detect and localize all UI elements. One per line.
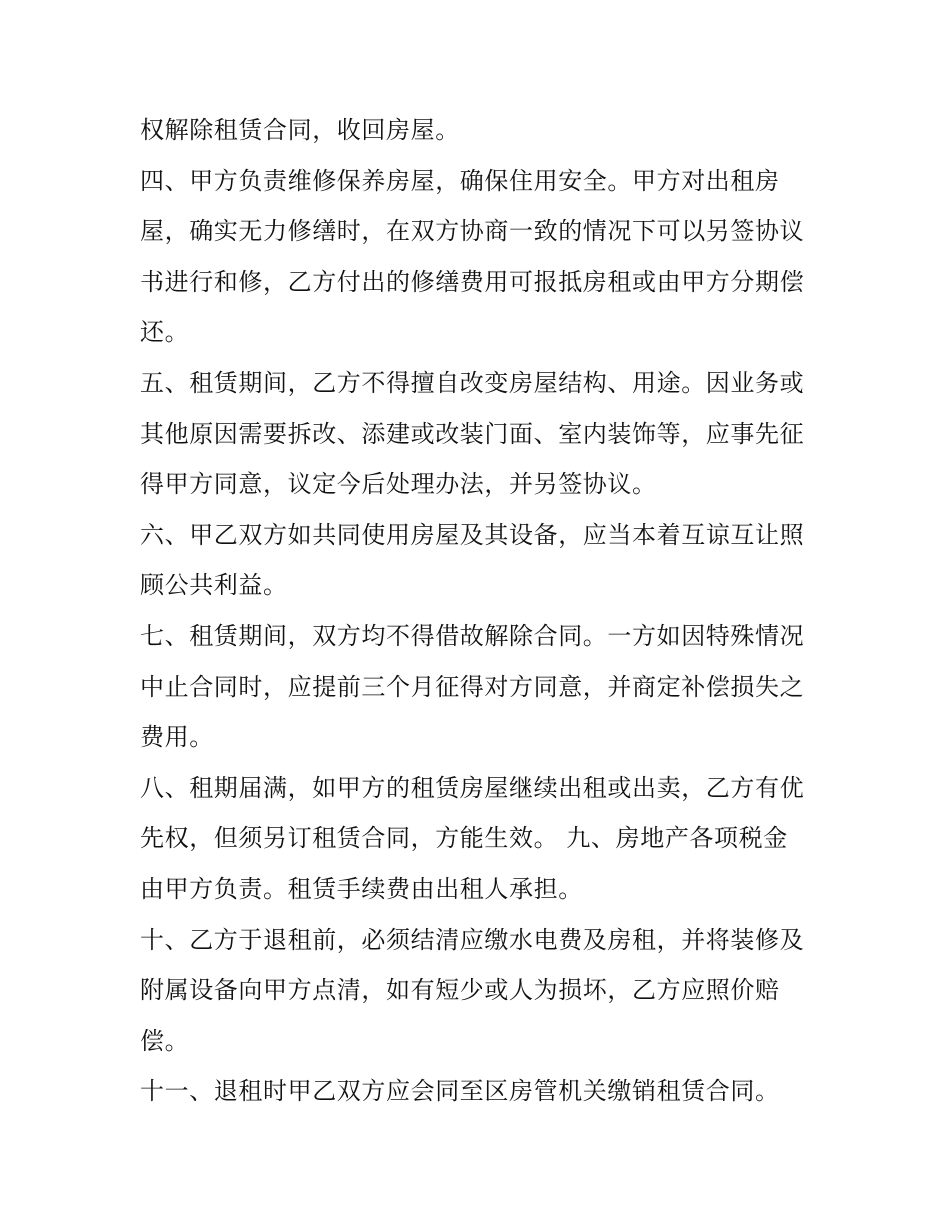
text-line: 偿。 [140, 1026, 190, 1055]
text-line: 四、甲方负责维修保养房屋，确保住用安全。甲方对出租房 [140, 166, 780, 195]
paragraph-clause-5 [140, 358, 820, 510]
paragraph-clause-10 [140, 915, 820, 1067]
paragraph-clause-11 [140, 1066, 820, 1117]
text-line: 七、租赁期间，双方均不得借故解除合同。一方如因特殊情况 [140, 621, 805, 650]
paragraph-clause-7 [140, 611, 820, 763]
text-line: 书进行和修，乙方付出的修缮费用可报抵房租或由甲方分期偿 [140, 267, 805, 296]
text-line: 五、租赁期间，乙方不得擅自改变房屋结构、用途。因业务或 [140, 368, 805, 397]
text-line: 十、乙方于退租前，必须结清应缴水电费及房租，并将装修及 [140, 925, 805, 954]
text-line: 得甲方同意，议定今后处理办法，并另签协议。 [140, 470, 657, 499]
paragraph-clause-4 [140, 156, 820, 358]
text-line: 附属设备向甲方点清，如有短少或人为损坏，乙方应照价赔 [140, 976, 780, 1005]
document-body [140, 105, 820, 1117]
text-line: 六、甲乙双方如共同使用房屋及其设备，应当本着互谅互让照 [140, 520, 805, 549]
paragraph-termination-continued [140, 105, 820, 156]
text-line: 还。 [140, 318, 190, 347]
text-line: 屋，确实无力修缮时，在双方协商一致的情况下可以另签协议 [140, 217, 805, 246]
text-line: 由甲方负责。租赁手续费由出租人承担。 [140, 874, 583, 903]
paragraph-clause-8-9 [140, 763, 820, 915]
text-line: 其他原因需要拆改、添建或改装门面、室内装饰等，应事先征 [140, 419, 805, 448]
text-line: 费用。 [140, 723, 214, 752]
text-line: 先权，但须另订租赁合同，方能生效。 九、房地产各项税金 [140, 824, 788, 853]
text-line: 权解除租赁合同，收回房屋。 [140, 116, 460, 144]
text-line: 十一、退租时甲乙双方应会同至区房管机关缴销租赁合同。 [140, 1077, 780, 1106]
text-line: 八、租期届满，如甲方的租赁房屋继续出租或出卖，乙方有优 [140, 773, 805, 802]
text-line: 中止合同时，应提前三个月征得对方同意，并商定补偿损失之 [140, 672, 805, 701]
text-line: 顾公共利益。 [140, 571, 288, 600]
paragraph-clause-6 [140, 510, 820, 611]
